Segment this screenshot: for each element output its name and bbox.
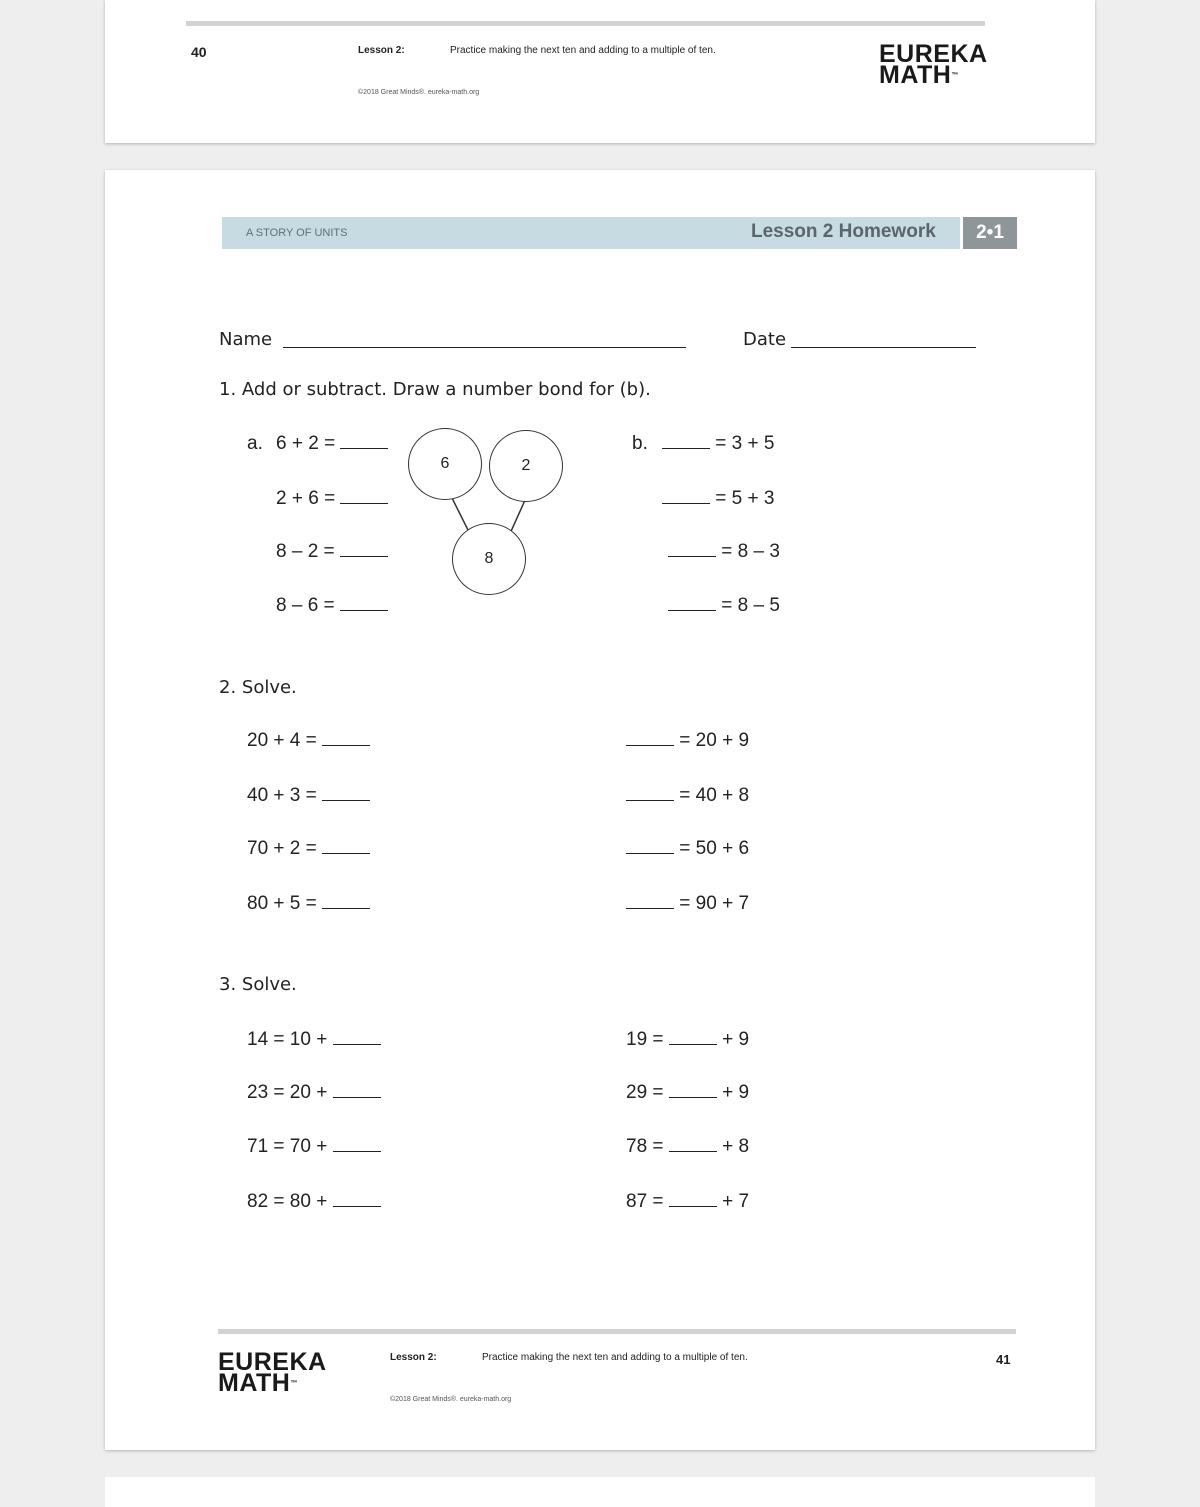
answer-blank[interactable] xyxy=(333,1083,381,1098)
footer-rule xyxy=(186,21,985,26)
page-number: 41 xyxy=(996,1352,1011,1367)
problem-3-left-row-1: 14 = 10 + xyxy=(247,1029,381,1051)
name-label: Name xyxy=(219,329,273,350)
problem-2-right-row-3: = 50 + 6 xyxy=(626,838,749,860)
problem-1a-row-1: 6 + 2 = xyxy=(276,433,388,455)
lesson-label: Lesson 2: xyxy=(358,45,405,56)
footer-rule xyxy=(218,1329,1016,1334)
date-field[interactable] xyxy=(791,347,976,348)
problem-2-left-row-4: 80 + 5 = xyxy=(247,893,370,915)
answer-blank[interactable] xyxy=(333,1137,381,1152)
module-badge: 2•1 xyxy=(960,217,1017,249)
problem-2-left-row-1: 20 + 4 = xyxy=(247,730,370,752)
problem-3-right-row-2: 29 = + 9 xyxy=(626,1082,750,1103)
answer-blank[interactable] xyxy=(322,786,370,801)
name-field[interactable] xyxy=(283,347,686,348)
problem-1a-row-3: 8 – 2 = xyxy=(276,541,388,563)
problem-1a-row-4: 8 – 6 = xyxy=(276,595,388,617)
answer-blank[interactable] xyxy=(333,1030,381,1045)
problem-2-right-row-1: = 20 + 9 xyxy=(626,730,749,752)
page-42 xyxy=(105,1477,1095,1507)
problem-1b-row-4: = 8 – 5 xyxy=(668,595,780,617)
problem-3-prompt: 3. Solve. xyxy=(219,974,297,995)
eureka-math-logo: EUREKA MATH™ xyxy=(218,1348,327,1397)
lesson-description: Practice making the next ten and adding to a multiple of ten. xyxy=(450,45,716,56)
problem-3-left-row-3: 71 = 70 + xyxy=(247,1136,381,1158)
page-number: 40 xyxy=(191,44,207,60)
answer-blank[interactable] xyxy=(322,731,370,746)
number-bond-part-2: 2 xyxy=(489,430,563,502)
date-label: Date xyxy=(743,329,787,350)
lesson-label: Lesson 2: xyxy=(390,1352,437,1363)
problem-1b-row-2: = 5 + 3 xyxy=(662,488,774,510)
lesson-description: Practice making the next ten and adding to a multiple of ten. xyxy=(482,1352,748,1363)
number-bond-part-1: 6 xyxy=(408,428,482,500)
answer-blank[interactable] xyxy=(340,434,388,449)
answer-blank[interactable] xyxy=(626,731,674,746)
part-b-label: b. xyxy=(632,433,648,454)
problem-2-prompt: 2. Solve. xyxy=(219,677,297,698)
copyright: ©2018 Great Minds®. eureka-math.org xyxy=(358,89,480,96)
answer-blank[interactable] xyxy=(626,894,674,909)
problem-3-right-row-1: 19 = + 9 xyxy=(626,1029,750,1050)
answer-blank[interactable] xyxy=(669,1137,717,1152)
part-a-label: a. xyxy=(247,433,263,454)
answer-blank[interactable] xyxy=(322,894,370,909)
answer-blank[interactable] xyxy=(626,786,674,801)
problem-1a-row-2: 2 + 6 = xyxy=(276,488,388,510)
answer-blank[interactable] xyxy=(333,1192,381,1207)
answer-blank[interactable] xyxy=(340,596,388,611)
answer-blank[interactable] xyxy=(626,839,674,854)
problem-2-left-row-2: 40 + 3 = xyxy=(247,785,370,807)
problem-3-left-row-2: 23 = 20 + xyxy=(247,1082,381,1104)
answer-blank[interactable] xyxy=(669,1030,717,1045)
answer-blank[interactable] xyxy=(662,489,710,504)
answer-blank[interactable] xyxy=(340,542,388,557)
answer-blank[interactable] xyxy=(668,542,716,557)
problem-3-right-row-3: 78 = + 8 xyxy=(626,1136,750,1157)
homework-title: Lesson 2 Homework xyxy=(751,221,936,242)
answer-blank[interactable] xyxy=(668,596,716,611)
answer-blank[interactable] xyxy=(662,434,710,449)
story-of-units-label: A STORY OF UNITS xyxy=(246,227,348,239)
problem-1b-row-3: = 8 – 3 xyxy=(668,541,780,563)
problem-3-left-row-4: 82 = 80 + xyxy=(247,1191,381,1213)
copyright: ©2018 Great Minds®. eureka-math.org xyxy=(390,1396,512,1403)
problem-2-right-row-4: = 90 + 7 xyxy=(626,893,749,915)
problem-1b-row-1: = 3 + 5 xyxy=(662,433,774,455)
eureka-math-logo: EUREKA MATH™ xyxy=(879,40,988,89)
problem-3-right-row-4: 87 = + 7 xyxy=(626,1191,750,1212)
answer-blank[interactable] xyxy=(669,1192,717,1207)
problem-1-prompt: 1. Add or subtract. Draw a number bond for (b). xyxy=(219,379,651,400)
answer-blank[interactable] xyxy=(669,1083,717,1098)
answer-blank[interactable] xyxy=(322,839,370,854)
answer-blank[interactable] xyxy=(340,489,388,504)
page-41 xyxy=(105,170,1095,1450)
problem-2-right-row-2: = 40 + 8 xyxy=(626,785,749,807)
problem-2-left-row-3: 70 + 2 = xyxy=(247,838,370,860)
number-bond-whole: 8 xyxy=(452,523,526,595)
page-40 xyxy=(105,0,1095,143)
